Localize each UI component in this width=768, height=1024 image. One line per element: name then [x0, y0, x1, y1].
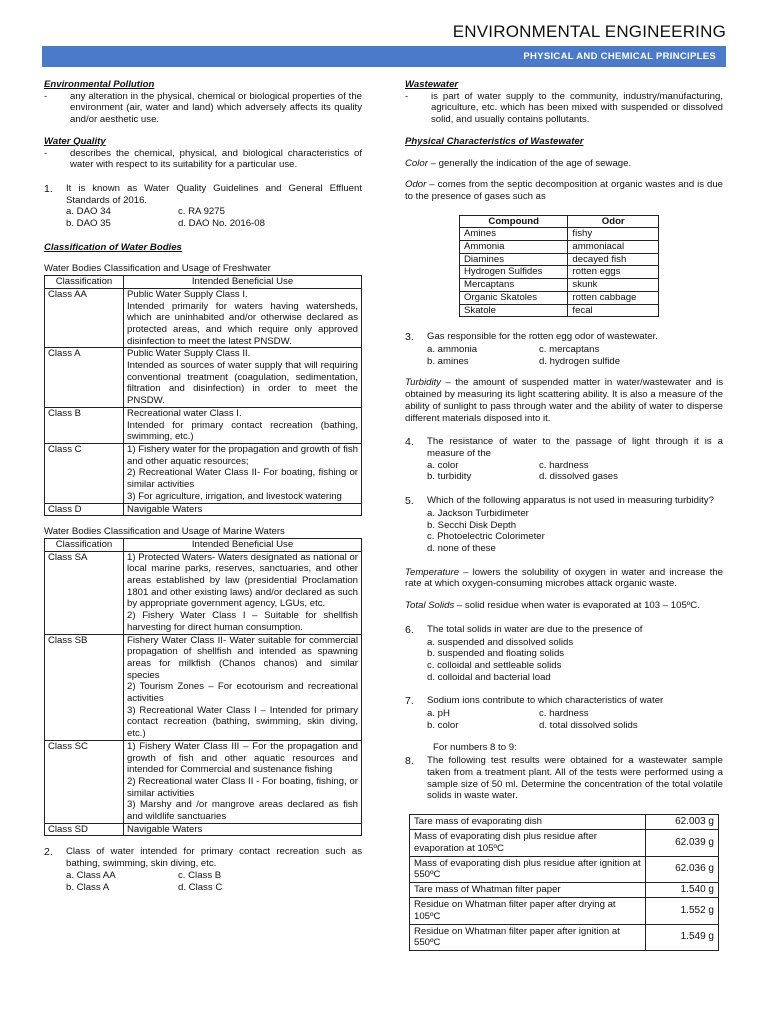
freshwater-table — [44, 275, 362, 516]
question-text: It is known as Water Quality Guidelines and General Effluent Standards of 2016. — [66, 182, 362, 206]
beneficial-use-cell: Recreational water Class I. Intended for primary contact recreation (bathing, swimming, etc.) — [124, 407, 362, 443]
question-4-choices — [427, 460, 723, 483]
wastewater-heading: Wastewater — [405, 79, 459, 90]
answer-choice: a. Class AA — [66, 869, 116, 881]
beneficial-use-cell: Public Water Supply Class I. Intended primarily for waters having watersheds, which are uninhabited and/or otherwise declared as protected areas, and which require only approved disinfection to meet the latest PNSDW. — [124, 288, 362, 348]
answer-choice: b. amines — [427, 355, 469, 367]
physical-characteristics-heading: Physical Characteristics of Wastewater — [405, 135, 584, 147]
table-row — [460, 228, 659, 241]
measurement-value: 1.549 g — [646, 924, 719, 950]
compound-cell: Hydrogen Sulfides — [460, 266, 568, 279]
question-6 — [405, 624, 723, 637]
measurement-label: Mass of evaporating dish plus residue after ignition at 550ºC — [410, 856, 646, 882]
compound-odor-table — [459, 215, 659, 318]
color-paragraph — [405, 158, 723, 170]
odor-cell: rotten eggs — [568, 266, 659, 279]
question-number: 7. — [405, 695, 414, 708]
answer-choice: a. DAO 34 — [66, 206, 111, 218]
classification-cell: Class SA — [45, 551, 124, 634]
test-results-table — [409, 814, 719, 951]
question-number: 5. — [405, 495, 414, 508]
compound-cell: Amines — [460, 228, 568, 241]
marine-caption: Water Bodies Classification and Usage of Marine Waters — [44, 526, 285, 538]
classification-cell: Class A — [45, 348, 124, 408]
table-row — [460, 291, 659, 304]
beneficial-use-cell: Public Water Supply Class II. Intended as sources of water supply that will requiring conventional treatment (coagulation, sedimentation, filtration and disinfection) in order to meet the PNSDW. — [124, 348, 362, 408]
section-banner: PHYSICAL AND CHEMICAL PRINCIPLES — [42, 46, 726, 67]
bullet-dash: - — [44, 147, 48, 159]
answer-choice: b. Class A — [66, 881, 110, 893]
question-7-choices — [427, 708, 723, 731]
freshwater-caption: Water Bodies Classification and Usage of Freshwater — [44, 263, 271, 275]
classification-cell: Class SC — [45, 740, 124, 823]
column-header: Classification — [45, 538, 124, 551]
odor-cell: rotten cabbage — [568, 291, 659, 304]
measurement-label: Tare mass of evaporating dish — [410, 815, 646, 830]
table-row — [410, 924, 719, 950]
measurement-value: 62.039 g — [646, 830, 719, 856]
answer-choice: c. Class B — [178, 869, 222, 881]
beneficial-use-cell: Navigable Waters — [124, 823, 362, 836]
term-text: – comes from the septic decomposition at organic wastes and is due to the presence of gases such as — [405, 179, 723, 202]
measurement-label: Residue on Whatman filter paper after drying at 105ºC — [410, 898, 646, 924]
question-2 — [44, 846, 362, 869]
bullet-dash: - — [44, 90, 48, 102]
question-text: Gas responsible for the rotten egg odor of wastewater. — [427, 331, 658, 343]
turbidity-paragraph — [405, 377, 723, 424]
answer-choice: a. color — [427, 459, 459, 471]
question-text: The total solids in water are due to the presence of — [427, 623, 643, 635]
question-number: 3. — [405, 331, 414, 344]
marine-table — [44, 538, 362, 837]
classification-cell: Class SD — [45, 823, 124, 836]
beneficial-use-cell: 1) Protected Waters- Waters designated as national or local marine parks, reserves, sanctuaries, and other areas established by law (presidential Proclamation 1801 and other existing laws) and/or declared as such by appropriate government agency, LGUs, etc. 2) Fishery Water Class I – Suitable for shellfish harvesting for direct human consumption. — [124, 551, 362, 634]
table-row — [45, 407, 362, 443]
term: Turbidity — [405, 377, 442, 389]
measurement-value: 62.036 g — [646, 856, 719, 882]
pollution-definition — [44, 91, 362, 126]
measurement-value: 1.552 g — [646, 898, 719, 924]
odor-cell: skunk — [568, 279, 659, 292]
column-header: Compound — [460, 215, 568, 228]
table-row — [45, 740, 362, 823]
answer-choice: c. Photoelectric Colorimeter — [427, 531, 545, 543]
measurement-value: 1.540 g — [646, 883, 719, 898]
term: Color — [405, 157, 428, 169]
table-row — [460, 304, 659, 317]
column-header: Intended Beneficial Use — [124, 538, 362, 551]
term: Temperature — [405, 566, 460, 578]
classification-cell: Class AA — [45, 288, 124, 348]
column-header: Intended Beneficial Use — [124, 276, 362, 289]
answer-choice: b. suspended and floating solids — [427, 648, 565, 660]
compound-cell: Skatole — [460, 304, 568, 317]
question-6-choices — [427, 637, 723, 684]
question-text: Class of water intended for primary contact recreation such as bathing, swimming, skin diving, etc. — [66, 846, 362, 870]
term-text: – the amount of suspended matter in water/wastewater and is obtained by measuring its light scattering ability. It is also a measure of the ability of sunlight to pass through water and the ability of water to disperse different materials disposed into it. — [405, 377, 723, 424]
table-row — [460, 241, 659, 254]
temperature-paragraph — [405, 567, 723, 590]
beneficial-use-cell: 1) Fishery Water Class III – For the propagation and growth of fish and other aquatic resources and intended for Commercial and sustenance fishing 2) Recreational water Class II - For boating, fishing, or similar activities 3) Marshy and /or mangrove areas declared as fish and wildlife sanctuaries — [124, 740, 362, 823]
quality-heading: Water Quality — [44, 135, 106, 147]
answer-choice: c. hardness — [539, 459, 589, 471]
table-row — [45, 348, 362, 408]
question-1-choices — [66, 206, 362, 229]
answer-choice: d. hydrogen sulfide — [539, 355, 621, 367]
odor-cell: ammoniacal — [568, 241, 659, 254]
table-row — [460, 266, 659, 279]
answer-choice: b. turbidity — [427, 471, 472, 483]
odor-cell: decayed fish — [568, 253, 659, 266]
question-5 — [405, 495, 723, 508]
measurement-label: Residue on Whatman filter paper after ignition at 550ºC — [410, 924, 646, 950]
answer-choice: a. pH — [427, 708, 450, 720]
right-column — [405, 79, 723, 951]
question-number: 8. — [405, 755, 414, 768]
odor-paragraph — [405, 179, 723, 202]
answer-choice: d. dissolved gases — [539, 471, 618, 483]
term-text: – lowers the solubility of oxygen in water and increase the rate at which oxygen-consuming microbes attack organic waste. — [405, 566, 723, 590]
answer-choice: d. colloidal and bacterial load — [427, 671, 551, 683]
table-row — [410, 856, 719, 882]
table-row — [45, 288, 362, 348]
answer-choice: d. total dissolved solids — [539, 719, 638, 731]
total-solids-paragraph — [405, 600, 723, 612]
question-8 — [405, 755, 723, 802]
definition-text: describes the chemical, physical, and biological characteristics of water with respect to its suitability for a particular use. — [70, 147, 362, 171]
table-row — [460, 279, 659, 292]
quality-definition — [44, 148, 362, 171]
question-3 — [405, 331, 723, 344]
question-number: 1. — [44, 182, 53, 195]
wastewater-definition — [405, 91, 723, 126]
left-column — [44, 79, 362, 893]
question-text: The resistance of water to the passage of light through it is a measure of the — [427, 436, 723, 459]
compound-cell: Mercaptans — [460, 279, 568, 292]
classification-cell: Class SB — [45, 634, 124, 740]
question-1 — [44, 183, 362, 206]
question-text: Which of the following apparatus is not used in measuring turbidity? — [427, 495, 714, 507]
question-3-choices — [427, 344, 723, 367]
table-row — [410, 815, 719, 830]
answer-choice: b. Secchi Disk Depth — [427, 519, 517, 531]
table-row — [45, 443, 362, 503]
compound-cell: Organic Skatoles — [460, 291, 568, 304]
term-text: – generally the indication of the age of sewage. — [427, 157, 632, 169]
answer-choice: a. Jackson Turbidimeter — [427, 507, 529, 519]
column-header: Odor — [568, 215, 659, 228]
compound-cell: Diamines — [460, 253, 568, 266]
term: Odor — [405, 179, 427, 191]
answer-choice: a. suspended and dissolved solids — [427, 636, 574, 648]
answer-choice: c. mercaptans — [539, 344, 600, 356]
table-row — [410, 883, 719, 898]
bullet-dash: - — [405, 90, 409, 102]
document-title: ENVIRONMENTAL ENGINEERING — [452, 22, 726, 41]
question-number: 4. — [405, 436, 414, 449]
column-header: Classification — [45, 276, 124, 289]
answer-choice: d. none of these — [427, 542, 496, 554]
answer-choice: a. ammonia — [427, 344, 478, 356]
odor-cell: fecal — [568, 304, 659, 317]
table-row — [410, 898, 719, 924]
answer-choice: c. RA 9275 — [178, 206, 225, 218]
table-row — [45, 503, 362, 516]
table-row — [410, 830, 719, 856]
question-5-choices — [427, 508, 723, 555]
question-7 — [405, 695, 723, 708]
term-text: – solid residue when water is evaporated at 103 – 105ºC. — [454, 600, 700, 612]
classification-cell: Class B — [45, 407, 124, 443]
answer-choice: c. colloidal and settleable solids — [427, 660, 562, 671]
table-row — [460, 253, 659, 266]
odor-cell: fishy — [568, 228, 659, 241]
measurement-value: 62.003 g — [646, 815, 719, 830]
question-text: The following test results were obtained for a wastewater sample taken from a treatment plant. All of the tests were performed using a sample size of 50 ml. Determine the concentration of the total volatile solids in waste water. — [427, 755, 723, 802]
beneficial-use-cell: 1) Fishery water for the propagation and growth of fish and other aquatic resources; 2) Recreational Water Class II- For boating, fishing or similar activities 3) For agriculture, irrigation, and livestock watering — [124, 443, 362, 503]
numbers-note: For numbers 8 to 9: — [433, 741, 517, 753]
classification-cell: Class D — [45, 503, 124, 516]
question-4 — [405, 436, 723, 459]
answer-choice: b. color — [427, 719, 459, 731]
pollution-heading: Environmental Pollution — [44, 79, 155, 90]
question-number: 2. — [44, 846, 53, 859]
question-text: Sodium ions contribute to which characteristics of water — [427, 695, 664, 707]
definition-text: is part of water supply to the community, industry/manufacturing, agriculture, etc. which has been mixed with suspended or dissolved solid, and usually contains pollutants. — [431, 90, 723, 126]
question-number: 6. — [405, 623, 414, 636]
answer-choice: d. Class C — [178, 881, 223, 893]
answer-choice: d. DAO No. 2016-08 — [178, 218, 265, 230]
table-row — [45, 823, 362, 836]
answer-choice: b. DAO 35 — [66, 218, 111, 230]
table-row — [45, 634, 362, 740]
question-2-choices — [66, 870, 362, 893]
definition-text: any alteration in the physical, chemical or biological properties of the environment (air, water and land) which adversely affects its quality and/or aesthetic use. — [70, 90, 362, 126]
measurement-label: Mass of evaporating dish plus residue after evaporation at 105ºC — [410, 830, 646, 856]
table-row — [45, 551, 362, 634]
compound-cell: Ammonia — [460, 241, 568, 254]
beneficial-use-cell: Fishery Water Class II- Water suitable for commercial propagation of shellfish and intended as spawning areas for milkfish (Chanos chanos) and similar species 2) Tourism Zones – For ecotourism and recreational activities 3) Recreational Water Class I – Intended for primary contact recreation (bathing, swimming, skin diving, etc.) — [124, 634, 362, 740]
beneficial-use-cell: Navigable Waters — [124, 503, 362, 516]
term: Total Solids — [405, 600, 455, 612]
classification-heading: Classification of Water Bodies — [44, 241, 182, 253]
measurement-label: Tare mass of Whatman filter paper — [410, 883, 646, 898]
answer-choice: c. hardness — [539, 708, 589, 720]
classification-cell: Class C — [45, 443, 124, 503]
